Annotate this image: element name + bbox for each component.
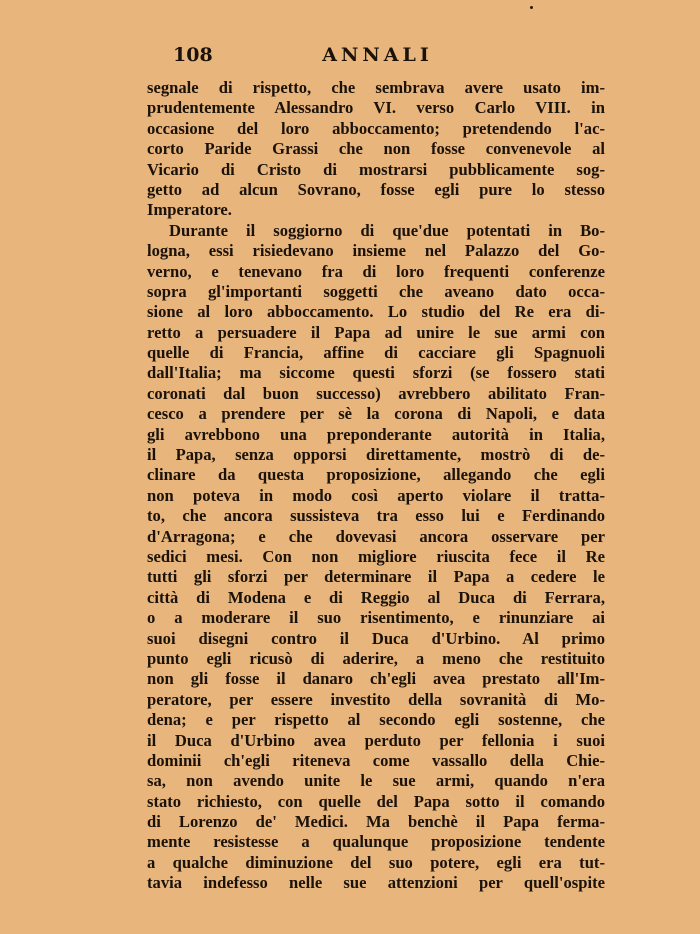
text-line: o a moderare il suo risentimento, e rinunziare ai	[147, 608, 605, 628]
text-line: città di Modena e di Reggio al Duca di Ferrara,	[147, 587, 605, 607]
text-line: quelle di Francia, affine di cacciare gli Spagnuoli	[147, 343, 605, 363]
text-line: suoi disegni contro il Duca d'Urbino. Al primo	[147, 628, 605, 648]
text-line: punto egli ricusò di aderire, a meno che restituito	[147, 648, 605, 668]
text-line: Vicario di Cristo di mostrarsi pubblicamente sog-	[147, 159, 605, 179]
text-line: mente resistesse a qualunque proposizione tendente	[147, 832, 605, 852]
text-line: getto ad alcun Sovrano, fosse egli pure lo stesso	[147, 179, 605, 199]
page-number: 108	[173, 44, 213, 66]
text-line: non gli fosse il danaro ch'egli avea prestato all'Im-	[147, 669, 605, 689]
text-line: logna, essi risiedevano insieme nel Palazzo del Go-	[147, 241, 605, 261]
text-line: tavia indefesso nelle sue attenzioni per quell'ospite	[147, 873, 605, 893]
text-line: sione al loro abboccamento. Lo studio del Re era di-	[147, 302, 605, 322]
page-header	[150, 44, 605, 72]
text-line: Imperatore.	[147, 200, 232, 220]
text-line: sopra gl'importanti soggetti che aveano dato occa-	[147, 281, 605, 301]
text-line: verno, e tenevano fra di loro frequenti conferenze	[147, 261, 605, 281]
text-line: prudentemente Alessandro VI. verso Carlo VIII. in	[147, 98, 605, 118]
text-line: d'Arragona; e che dovevasi ancora osservare per	[147, 526, 605, 546]
text-line: non poteva in modo così aperto violare il tratta-	[147, 485, 605, 505]
text-line: sedici mesi. Con non migliore riuscita fece il Re	[147, 546, 605, 566]
text-line: coronati dal buon successo) avrebbero abilitato Fran-	[147, 383, 605, 403]
text-line: a qualche diminuzione del suo potere, egli era tut-	[147, 852, 605, 872]
text-line: clinare da questa proposizione, allegando che egli	[147, 465, 605, 485]
ink-speck	[530, 6, 533, 9]
text-line: dena; e per rispetto al secondo egli sostenne, che	[147, 710, 605, 730]
text-line: il Duca d'Urbino avea perduto per fellonia i suoi	[147, 730, 605, 750]
body-text	[147, 78, 605, 894]
text-line: Durante il soggiorno di que'due potentati in Bo-	[169, 220, 605, 240]
text-line: il Papa, senza opporsi direttamente, mostrò di de-	[147, 445, 605, 465]
text-line: gli avrebbono una preponderante autorità in Italia,	[147, 424, 605, 444]
text-line: dall'Italia; ma siccome questi sforzi (se fossero stati	[147, 363, 605, 383]
paragraph-1	[147, 78, 605, 221]
text-line: stato richiesto, con quelle del Papa sotto il comando	[147, 791, 605, 811]
text-line: dominii ch'egli riteneva come vassallo della Chie-	[147, 750, 605, 770]
text-line: retto a persuadere il Papa ad unire le sue armi con	[147, 322, 605, 342]
text-line: corto Paride Grassi che non fosse convenevole al	[147, 139, 605, 159]
text-line: di Lorenzo de' Medici. Ma benchè il Papa ferma-	[147, 812, 605, 832]
text-line: segnale di rispetto, che sembrava avere usato im-	[147, 78, 605, 97]
paragraph-2	[147, 221, 605, 894]
text-line: cesco a prendere per sè la corona di Napoli, e data	[147, 404, 605, 424]
running-title: ANNALI	[322, 44, 433, 66]
text-line: sa, non avendo unite le sue armi, quando n'era	[147, 771, 605, 791]
text-line: occasione del loro abboccamento; pretendendo l'ac-	[147, 118, 605, 138]
text-line: to, che ancora sussisteva tra esso lui e Ferdinando	[147, 506, 605, 526]
text-line: tutti gli sforzi per determinare il Papa a cedere le	[147, 567, 605, 587]
text-line: peratore, per essere investito della sovranità di Mo-	[147, 689, 605, 709]
